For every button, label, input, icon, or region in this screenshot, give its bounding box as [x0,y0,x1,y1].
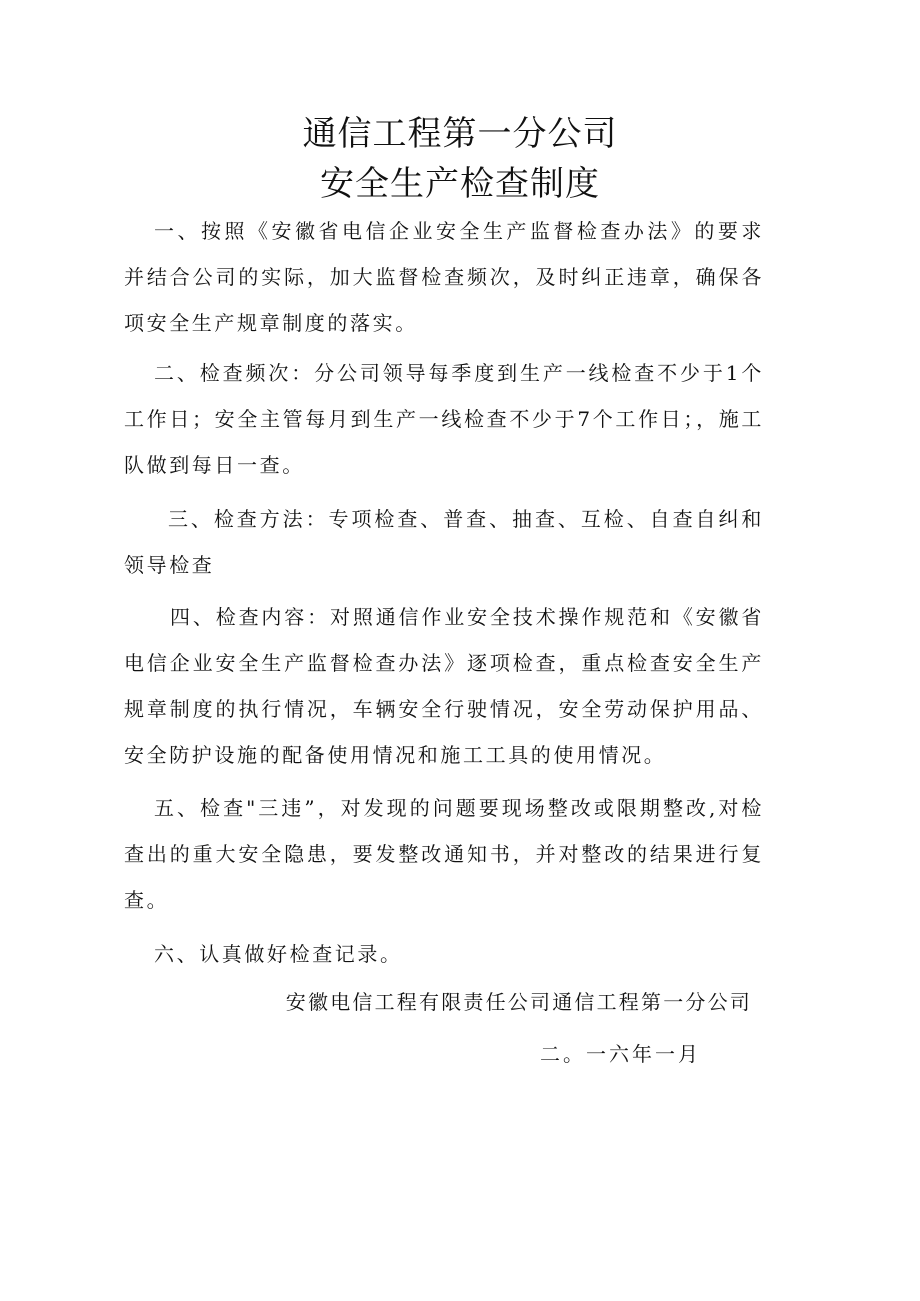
paragraph-4: 四、检查内容：对照通信作业安全技术操作规范和《安徽省电信企业安全生产监督检查办法》逐项检查，重点检查安全生产规章制度的执行情况，车辆安全行驶情况，安全劳动保护用品、安全防护设施的配备使用情况和施工工具的使用情况。 [124,605,764,767]
paragraph-3: 三、检查方法：专项检查、普查、抽查、互检、自查自纠和领导检查 [124,507,764,577]
document-title-line-2: 安全生产检查制度 [320,164,600,204]
signature-organization: 安徽电信工程有限责任公司通信工程第一分公司 [285,990,752,1014]
paragraph-1: 一、按照《安徽省电信企业安全生产监督检查办法》的要求并结合公司的实际，加大监督检查频次，及时纠正违章，确保各项安全生产规章制度的落实。 [124,219,764,335]
paragraph-2: 二、检查频次：分公司领导每季度到生产一线检查不少于1个工作日；安全主管每月到生产一线检查不少于7个工作日；，施工队做到每日一查。 [124,361,764,477]
paragraph-5: 五、检查"三违”，对发现的问题要现场整改或限期整改,对检查出的重大安全隐患，要发整改通知书，并对整改的结果进行复查。 [124,796,764,912]
signature-date: 二。一六年一月 [540,1042,701,1066]
document-title-line-1: 通信工程第一分公司 [302,114,618,154]
paragraph-6: 六、认真做好检查记录。 [154,942,403,966]
